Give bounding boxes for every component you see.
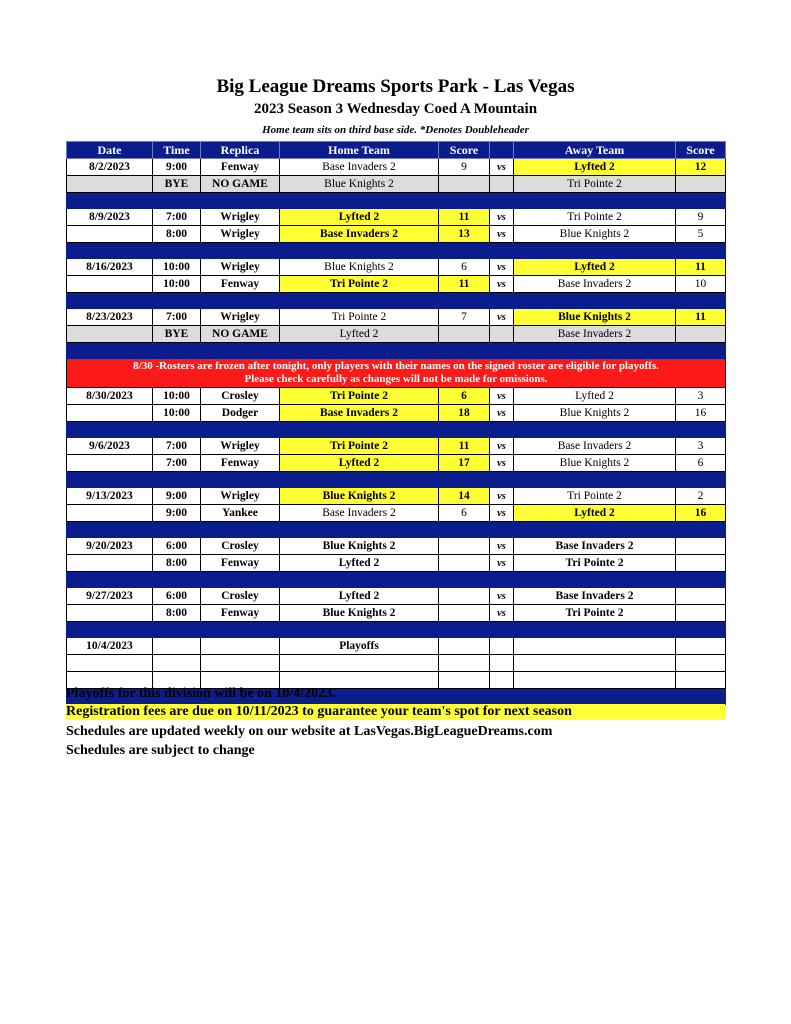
replica-cell: Fenway xyxy=(201,555,280,572)
date-cell: 8/30/2023 xyxy=(67,388,153,405)
col-away-team: Away Team xyxy=(514,142,676,159)
separator-cell xyxy=(67,243,726,259)
col-home-team: Home Team xyxy=(280,142,439,159)
header-row xyxy=(67,142,726,159)
roster-alert xyxy=(67,359,726,388)
away-score-cell: 5 xyxy=(676,226,726,243)
date-cell: 8/9/2023 xyxy=(67,209,153,226)
vs-cell: vs xyxy=(490,488,514,505)
home-team-cell: Lyfted 2 xyxy=(280,209,439,226)
away-score-cell xyxy=(676,538,726,555)
separator-cell xyxy=(67,343,726,359)
date-cell xyxy=(67,505,153,522)
away-score-cell: 11 xyxy=(676,259,726,276)
away-team-cell: Lyfted 2 xyxy=(514,259,676,276)
time-cell: 7:00 xyxy=(153,309,201,326)
date-cell: 9/20/2023 xyxy=(67,538,153,555)
date-cell: 8/23/2023 xyxy=(67,309,153,326)
away-team-cell: Tri Pointe 2 xyxy=(514,488,676,505)
time-cell: 10:00 xyxy=(153,259,201,276)
replica-cell: Crosley xyxy=(201,538,280,555)
away-team-cell: Base Invaders 2 xyxy=(514,438,676,455)
separator-cell xyxy=(67,472,726,488)
away-team-cell: Blue Knights 2 xyxy=(514,455,676,472)
game-row xyxy=(67,438,726,455)
home-team-cell: Blue Knights 2 xyxy=(280,176,439,193)
playoffs-note: Playoffs for this division will be on 10/4/2023. xyxy=(66,686,336,701)
home-team-cell: Lyfted 2 xyxy=(280,588,439,605)
game-row xyxy=(67,309,726,326)
col-replica: Replica xyxy=(201,142,280,159)
date-cell xyxy=(67,605,153,622)
time-cell: 7:00 xyxy=(153,455,201,472)
time-cell: 7:00 xyxy=(153,438,201,455)
home-score-cell: 9 xyxy=(439,159,490,176)
game-row xyxy=(67,209,726,226)
date-cell xyxy=(67,455,153,472)
date-cell xyxy=(67,176,153,193)
away-team-cell: Tri Pointe 2 xyxy=(514,176,676,193)
game-row xyxy=(67,259,726,276)
home-score-cell xyxy=(439,326,490,343)
away-team-cell: Base Invaders 2 xyxy=(514,326,676,343)
vs-cell: vs xyxy=(490,259,514,276)
vs-cell xyxy=(490,326,514,343)
replica-cell: NO GAME xyxy=(201,176,280,193)
time-cell xyxy=(153,638,201,655)
time-cell xyxy=(153,655,201,672)
away-score-cell xyxy=(676,672,726,689)
schedule-table xyxy=(66,141,726,705)
replica-cell: Wrigley xyxy=(201,438,280,455)
replica-cell: Fenway xyxy=(201,276,280,293)
game-row xyxy=(67,159,726,176)
separator-row xyxy=(67,193,726,209)
vs-cell: vs xyxy=(490,538,514,555)
replica-cell: Wrigley xyxy=(201,226,280,243)
home-team-cell: Blue Knights 2 xyxy=(280,605,439,622)
bye-row xyxy=(67,326,726,343)
home-team-cell: Base Invaders 2 xyxy=(280,226,439,243)
home-score-cell xyxy=(439,638,490,655)
away-score-cell: 16 xyxy=(676,405,726,422)
vs-cell xyxy=(490,672,514,689)
home-team-cell: Lyfted 2 xyxy=(280,455,439,472)
schedule-body xyxy=(67,159,726,705)
col-away-score: Score xyxy=(676,142,726,159)
home-score-cell: 11 xyxy=(439,276,490,293)
game-row xyxy=(67,605,726,622)
time-cell: 6:00 xyxy=(153,588,201,605)
col-vs xyxy=(490,142,514,159)
home-team-cell: Tri Pointe 2 xyxy=(280,438,439,455)
vs-cell: vs xyxy=(490,226,514,243)
date-cell xyxy=(67,276,153,293)
time-cell: BYE xyxy=(153,176,201,193)
replica-cell: Crosley xyxy=(201,388,280,405)
away-score-cell xyxy=(676,326,726,343)
vs-cell: vs xyxy=(490,209,514,226)
home-score-cell: 6 xyxy=(439,505,490,522)
vs-cell: vs xyxy=(490,438,514,455)
time-cell: 7:00 xyxy=(153,209,201,226)
date-cell xyxy=(67,326,153,343)
date-cell xyxy=(67,405,153,422)
vs-cell: vs xyxy=(490,405,514,422)
home-team-cell: Playoffs xyxy=(280,638,439,655)
home-team-cell: Lyfted 2 xyxy=(280,555,439,572)
home-team-cell: Base Invaders 2 xyxy=(280,159,439,176)
time-cell: 8:00 xyxy=(153,226,201,243)
game-row xyxy=(67,226,726,243)
vs-cell xyxy=(490,655,514,672)
col-date: Date xyxy=(67,142,153,159)
col-time: Time xyxy=(153,142,201,159)
date-cell xyxy=(67,655,153,672)
away-score-cell: 6 xyxy=(676,455,726,472)
away-score-cell xyxy=(676,638,726,655)
home-score-cell xyxy=(439,538,490,555)
home-team-cell: Blue Knights 2 xyxy=(280,488,439,505)
replica-cell: Fenway xyxy=(201,455,280,472)
time-cell: 10:00 xyxy=(153,405,201,422)
replica-cell: Crosley xyxy=(201,588,280,605)
home-score-cell xyxy=(439,655,490,672)
away-team-cell: Blue Knights 2 xyxy=(514,309,676,326)
vs-cell: vs xyxy=(490,555,514,572)
page-title: Big League Dreams Sports Park - Las Vegas xyxy=(216,76,575,97)
home-score-cell xyxy=(439,176,490,193)
roster-alert-row xyxy=(67,359,726,388)
separator-row xyxy=(67,293,726,309)
home-score-cell: 14 xyxy=(439,488,490,505)
game-row xyxy=(67,455,726,472)
away-score-cell xyxy=(676,555,726,572)
date-cell xyxy=(67,226,153,243)
roster-alert-line2: Please check carefully as changes will not be made for omissions. xyxy=(244,373,548,385)
vs-cell: vs xyxy=(490,505,514,522)
away-team-cell: Lyfted 2 xyxy=(514,159,676,176)
vs-cell: vs xyxy=(490,159,514,176)
away-score-cell: 9 xyxy=(676,209,726,226)
home-team-cell: Tri Pointe 2 xyxy=(280,388,439,405)
replica-cell: Wrigley xyxy=(201,259,280,276)
time-cell: 10:00 xyxy=(153,388,201,405)
date-cell: 9/13/2023 xyxy=(67,488,153,505)
replica-cell: Wrigley xyxy=(201,309,280,326)
date-cell: 9/6/2023 xyxy=(67,438,153,455)
vs-cell: vs xyxy=(490,588,514,605)
game-row xyxy=(67,488,726,505)
away-team-cell: Lyfted 2 xyxy=(514,505,676,522)
time-cell: BYE xyxy=(153,326,201,343)
away-score-cell: 11 xyxy=(676,309,726,326)
away-team-cell: Tri Pointe 2 xyxy=(514,555,676,572)
replica-cell: Fenway xyxy=(201,159,280,176)
away-score-cell: 3 xyxy=(676,388,726,405)
away-team-cell: Blue Knights 2 xyxy=(514,226,676,243)
vs-cell xyxy=(490,176,514,193)
home-score-cell: 11 xyxy=(439,209,490,226)
separator-row xyxy=(67,472,726,488)
game-row xyxy=(67,655,726,672)
away-team-cell xyxy=(514,672,676,689)
date-cell: 8/16/2023 xyxy=(67,259,153,276)
home-score-cell: 6 xyxy=(439,388,490,405)
replica-cell: Yankee xyxy=(201,505,280,522)
vs-cell xyxy=(490,638,514,655)
game-row xyxy=(67,638,726,655)
bye-row xyxy=(67,176,726,193)
home-score-cell xyxy=(439,555,490,572)
separator-cell xyxy=(67,293,726,309)
separator-cell xyxy=(67,522,726,538)
time-cell: 6:00 xyxy=(153,538,201,555)
time-cell: 10:00 xyxy=(153,276,201,293)
subject-to-change-note: Schedules are subject to change xyxy=(66,743,255,758)
home-score-cell: 7 xyxy=(439,309,490,326)
away-team-cell: Blue Knights 2 xyxy=(514,405,676,422)
home-score-cell: 11 xyxy=(439,438,490,455)
vs-cell: vs xyxy=(490,276,514,293)
home-score-cell xyxy=(439,605,490,622)
replica-cell: Wrigley xyxy=(201,488,280,505)
date-cell: 9/27/2023 xyxy=(67,588,153,605)
away-team-cell: Base Invaders 2 xyxy=(514,538,676,555)
vs-cell: vs xyxy=(490,309,514,326)
separator-row xyxy=(67,422,726,438)
page-subtitle: 2023 Season 3 Wednesday Coed A Mountain xyxy=(253,101,538,117)
away-team-cell xyxy=(514,655,676,672)
home-team-cell: Base Invaders 2 xyxy=(280,505,439,522)
vs-cell: vs xyxy=(490,605,514,622)
website-note: Schedules are updated weekly on our website at LasVegas.BigLeagueDreams.com xyxy=(66,724,553,739)
roster-alert-line1: 8/30 -Rosters are frozen after tonight, only players with their names on the signed roster are eligible for playoffs. xyxy=(133,360,659,372)
away-team-cell: Tri Pointe 2 xyxy=(514,605,676,622)
time-cell: 8:00 xyxy=(153,605,201,622)
home-team-cell: Blue Knights 2 xyxy=(280,538,439,555)
away-team-cell: Lyfted 2 xyxy=(514,388,676,405)
game-row xyxy=(67,588,726,605)
home-team-cell xyxy=(280,655,439,672)
separator-row xyxy=(67,522,726,538)
home-team-note: Home team sits on third base side. *Denotes Doubleheader xyxy=(262,124,529,136)
replica-cell: Fenway xyxy=(201,605,280,622)
separator-cell xyxy=(67,193,726,209)
away-team-cell: Base Invaders 2 xyxy=(514,276,676,293)
separator-cell xyxy=(67,622,726,638)
separator-row xyxy=(67,572,726,588)
separator-cell xyxy=(67,422,726,438)
home-score-cell xyxy=(439,588,490,605)
separator-row xyxy=(67,622,726,638)
away-score-cell: 12 xyxy=(676,159,726,176)
away-score-cell xyxy=(676,176,726,193)
away-score-cell: 3 xyxy=(676,438,726,455)
home-team-cell: Tri Pointe 2 xyxy=(280,276,439,293)
replica-cell: Dodger xyxy=(201,405,280,422)
home-team-cell: Base Invaders 2 xyxy=(280,405,439,422)
away-score-cell xyxy=(676,605,726,622)
game-row xyxy=(67,505,726,522)
away-team-cell: Base Invaders 2 xyxy=(514,588,676,605)
vs-cell: vs xyxy=(490,455,514,472)
away-score-cell: 16 xyxy=(676,505,726,522)
away-score-cell xyxy=(676,655,726,672)
separator-cell xyxy=(67,572,726,588)
away-score-cell xyxy=(676,588,726,605)
home-team-cell: Tri Pointe 2 xyxy=(280,309,439,326)
replica-cell xyxy=(201,638,280,655)
away-team-cell: Tri Pointe 2 xyxy=(514,209,676,226)
home-team-cell: Lyfted 2 xyxy=(280,326,439,343)
home-score-cell: 17 xyxy=(439,455,490,472)
replica-cell xyxy=(201,655,280,672)
home-score-cell: 18 xyxy=(439,405,490,422)
replica-cell: NO GAME xyxy=(201,326,280,343)
col-home-score: Score xyxy=(439,142,490,159)
home-score-cell: 13 xyxy=(439,226,490,243)
separator-row xyxy=(67,243,726,259)
time-cell: 9:00 xyxy=(153,488,201,505)
vs-cell: vs xyxy=(490,388,514,405)
game-row xyxy=(67,555,726,572)
time-cell: 9:00 xyxy=(153,505,201,522)
time-cell: 8:00 xyxy=(153,555,201,572)
date-cell: 8/2/2023 xyxy=(67,159,153,176)
home-score-cell xyxy=(439,672,490,689)
separator-row xyxy=(67,343,726,359)
away-team-cell xyxy=(514,638,676,655)
game-row xyxy=(67,538,726,555)
date-cell: 10/4/2023 xyxy=(67,638,153,655)
game-row xyxy=(67,388,726,405)
away-score-cell: 2 xyxy=(676,488,726,505)
game-row xyxy=(67,276,726,293)
registration-note: Registration fees are due on 10/11/2023 to guarantee your team's spot for next season xyxy=(66,704,725,720)
game-row xyxy=(67,405,726,422)
away-score-cell: 10 xyxy=(676,276,726,293)
home-score-cell: 6 xyxy=(439,259,490,276)
home-team-cell: Blue Knights 2 xyxy=(280,259,439,276)
time-cell: 9:00 xyxy=(153,159,201,176)
replica-cell: Wrigley xyxy=(201,209,280,226)
date-cell xyxy=(67,555,153,572)
